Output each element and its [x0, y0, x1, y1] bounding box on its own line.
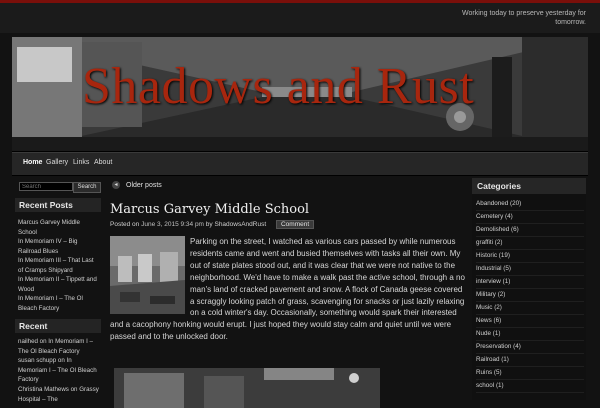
- nav-links[interactable]: Links: [73, 159, 90, 166]
- search-button[interactable]: Search: [73, 182, 101, 193]
- recent-post-link[interactable]: In Memoriam IV – Big Railroad Blues: [18, 238, 78, 255]
- thumbnail-spacer: [110, 236, 190, 312]
- nav-gallery[interactable]: Gallery: [46, 159, 69, 166]
- recent-comment-link[interactable]: susan schupp on In Memoriam I – The Ol Bleach Factory: [18, 357, 97, 383]
- nav-home[interactable]: Home: [23, 159, 43, 166]
- category-link[interactable]: Ruins (5): [476, 366, 584, 380]
- category-link[interactable]: News (6): [476, 314, 584, 328]
- category-link[interactable]: Nude (1): [476, 327, 584, 341]
- comment-button[interactable]: Comment: [276, 220, 314, 229]
- category-link[interactable]: Demolished (6): [476, 223, 584, 237]
- category-link[interactable]: Abandoned (20): [476, 197, 584, 211]
- post-meta: [110, 220, 314, 229]
- recent-post-link[interactable]: In Memoriam II – Tippett and Wood: [18, 276, 97, 293]
- post-body-text: Parking on the street, I watched as various cars passed by while numerous residents came and went and busied themselves with tasks all their own. My out of state plates stood out, and it was clear that we were not native to the neighborhood. We'd have to make a walk past the active school, through a no man's land of cracked pavement and snow. A flock of Canada geese covered a scraggly looking patch of grass, scavenging for snacks or just lazily relaxing on a cold winter's day. Occasionally, something would spark their interested and a cacophony honking would erupt. I just hoped they would stay calm and quiet until we were passed and to the unlocked door.: [110, 237, 465, 342]
- by-label: by: [205, 221, 213, 228]
- post-photo[interactable]: [114, 368, 380, 408]
- recent-post-link[interactable]: In Memoriam III – That Last of Cramps Shipyard: [18, 257, 94, 274]
- posted-on-label: Posted on: [110, 221, 140, 228]
- categories-title: Categories: [472, 178, 586, 194]
- post-date[interactable]: June 3, 2015 9:34 pm: [141, 221, 204, 228]
- recent-posts-title: Recent Posts: [15, 198, 101, 212]
- nav-about[interactable]: About: [94, 159, 113, 166]
- recent-post-link[interactable]: In Memoriam I – The Ol Bleach Factory: [18, 295, 83, 312]
- category-link[interactable]: Industrial (5): [476, 262, 584, 276]
- category-link[interactable]: Music (2): [476, 301, 584, 315]
- older-posts-label: Older posts: [126, 181, 162, 189]
- post-body: [110, 236, 466, 343]
- recent-comment-link[interactable]: nailhed on In Memoriam I – The Ol Bleach Factory: [18, 338, 93, 355]
- category-link[interactable]: Historic (19): [476, 249, 584, 263]
- right-sidebar: [472, 178, 586, 400]
- category-link[interactable]: Preservation (4): [476, 340, 584, 354]
- older-posts-link[interactable]: [112, 181, 162, 189]
- header-banner[interactable]: [12, 37, 588, 153]
- recent-post-link[interactable]: Marcus Garvey Middle School: [18, 219, 80, 236]
- site-title[interactable]: Shadows and Rust: [82, 58, 475, 115]
- arrow-left-icon: ◂: [112, 181, 120, 189]
- post-title[interactable]: Marcus Garvey Middle School: [110, 202, 310, 217]
- site-tagline: Working today to preserve yesterday for tomorrow.: [462, 10, 586, 26]
- main-content: [110, 178, 466, 400]
- top-bar: [0, 3, 600, 33]
- category-link[interactable]: interview (1): [476, 275, 584, 289]
- recent-comment-link[interactable]: Christina Mathews on Grassy Hospital – The: [18, 386, 99, 403]
- category-link[interactable]: Military (2): [476, 288, 584, 302]
- recent-comments-title: Recent: [15, 319, 101, 333]
- post-author[interactable]: ShadowsAndRust: [214, 221, 267, 228]
- main-navigation: [12, 152, 588, 176]
- search-input[interactable]: [19, 182, 73, 191]
- hallway-photo: [114, 368, 380, 408]
- left-sidebar: [15, 178, 101, 403]
- category-link[interactable]: Cemetery (4): [476, 210, 584, 224]
- category-link[interactable]: Railroad (1): [476, 353, 584, 367]
- category-link[interactable]: school (1): [476, 379, 584, 393]
- category-link[interactable]: graffiti (2): [476, 236, 584, 250]
